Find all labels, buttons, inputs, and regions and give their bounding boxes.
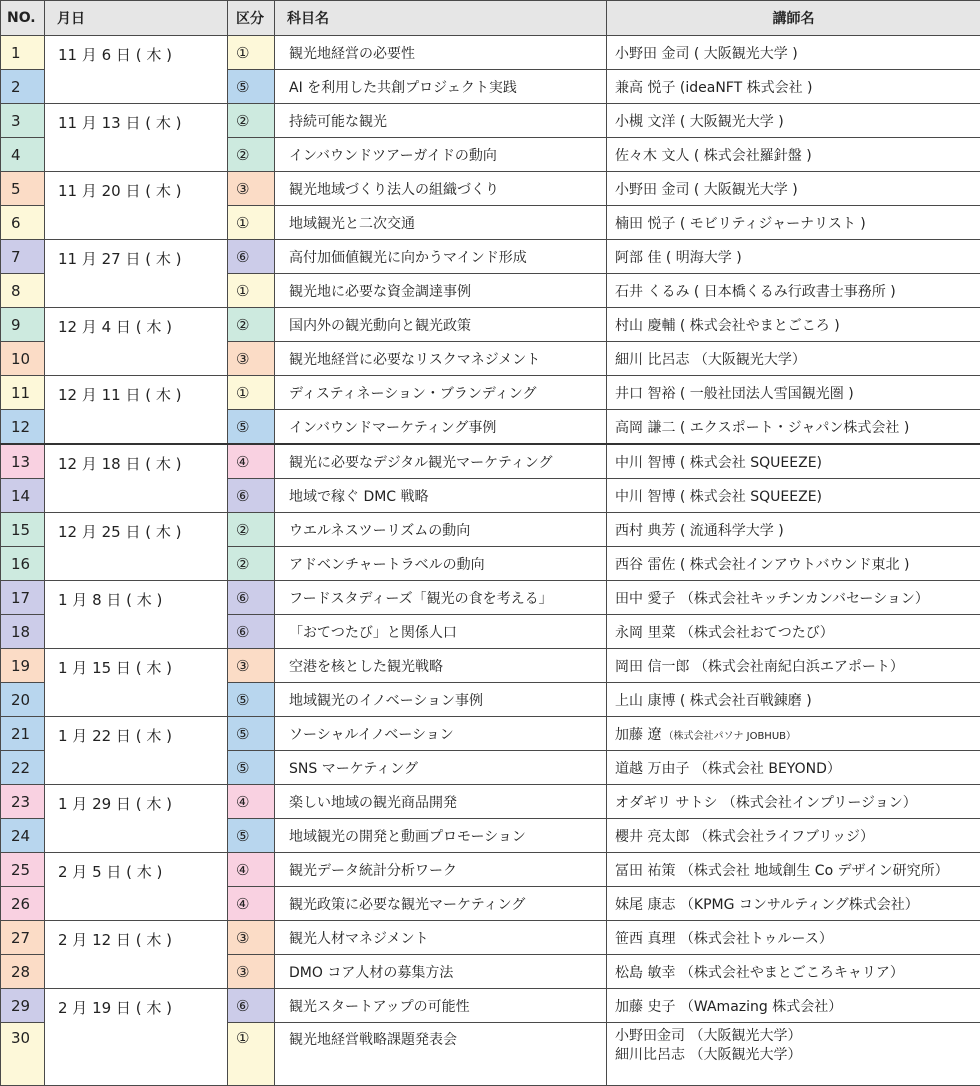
session-date: 1 月 15 日 ( 木 ) [45,649,228,717]
category-badge: ⑥ [228,615,275,649]
table-row [1,104,980,138]
subject-name: ディスティネーション・ブランディング [275,376,607,410]
category-badge: ② [228,138,275,172]
instructor-line: 小野田 金司 ( 大阪観光大学 ) [615,46,798,62]
table-row [1,581,980,615]
instructor-line: 高岡 謙二 ( エクスポート・ジャパン株式会社 ) [615,420,909,436]
category-badge: ② [228,547,275,581]
instructor-name [607,138,980,172]
row-number: 1 [1,36,45,70]
row-number: 21 [1,717,45,751]
header-no: NO. [1,1,45,36]
instructor-name [607,717,980,751]
instructor-name [607,649,980,683]
session-date: 1 月 8 日 ( 木 ) [45,581,228,649]
subject-name: 観光地域づくり法人の組織づくり [275,172,607,206]
row-number: 30 [1,1023,45,1086]
session-date: 2 月 19 日 ( 木 ) [45,989,228,1086]
row-number: 18 [1,615,45,649]
row-number: 7 [1,240,45,274]
instructor-line: 楠田 悦子 ( モビリティジャーナリスト ) [615,216,866,232]
instructor-name [607,410,980,445]
category-badge: ② [228,104,275,138]
subject-name: 観光政策に必要な観光マーケティング [275,887,607,921]
category-badge: ③ [228,649,275,683]
row-number: 20 [1,683,45,717]
table-row [1,36,980,70]
subject-name: ソーシャルイノベーション [275,717,607,751]
subject-name: 地域観光の開発と動画プロモーション [275,819,607,853]
session-date: 2 月 5 日 ( 木 ) [45,853,228,921]
table-row [1,989,980,1023]
instructor-name [607,274,980,308]
category-badge: ⑥ [228,989,275,1023]
category-badge: ① [228,376,275,410]
instructor-name [607,70,980,104]
table-row [1,717,980,751]
row-number: 15 [1,513,45,547]
instructor-line: 田中 愛子 （株式会社キッチンカンバセーション） [615,591,929,607]
row-number: 19 [1,649,45,683]
session-date: 11 月 27 日 ( 木 ) [45,240,228,308]
subject-name: AI を利用した共創プロジェクト実践 [275,70,607,104]
row-number: 3 [1,104,45,138]
subject-name: 地域観光のイノベーション事例 [275,683,607,717]
table-row [1,785,980,819]
row-number: 24 [1,819,45,853]
session-date: 12 月 11 日 ( 木 ) [45,376,228,445]
category-badge: ④ [228,887,275,921]
instructor-name [607,513,980,547]
session-date: 11 月 6 日 ( 木 ) [45,36,228,104]
instructor-line: 細川 比呂志 （大阪観光大学） [615,352,806,368]
session-date: 1 月 29 日 ( 木 ) [45,785,228,853]
instructor-name [607,785,980,819]
row-number: 2 [1,70,45,104]
table-row [1,513,980,547]
category-badge: ① [228,206,275,240]
session-date: 2 月 12 日 ( 木 ) [45,921,228,989]
instructor-line: 小野田 金司 ( 大阪観光大学 ) [615,182,798,198]
row-number: 27 [1,921,45,955]
instructor-line: 小野田金司 （大阪観光大学） [615,1027,980,1046]
instructor-line: 上山 康博 ( 株式会社百戦錬磨 ) [615,693,812,709]
subject-name: アドベンチャートラベルの動向 [275,547,607,581]
row-number: 23 [1,785,45,819]
subject-name: 観光スタートアップの可能性 [275,989,607,1023]
category-badge: ③ [228,172,275,206]
instructor-line: 岡田 信一郎 （株式会社南紀白浜エアポート） [615,659,904,675]
row-number: 28 [1,955,45,989]
session-date: 1 月 22 日 ( 木 ) [45,717,228,785]
instructor-name [607,751,980,785]
category-badge: ① [228,1023,275,1086]
header-row [1,1,980,36]
instructor-name [607,683,980,717]
category-badge: ④ [228,853,275,887]
subject-name: フードスタディーズ「観光の食を考える」 [275,581,607,615]
instructor-name [607,376,980,410]
category-badge: ① [228,36,275,70]
instructor-line: 加藤 遼 [615,727,661,743]
instructor-name [607,547,980,581]
session-date: 11 月 20 日 ( 木 ) [45,172,228,240]
subject-name: 空港を核とした観光戦略 [275,649,607,683]
instructor-line: 佐々木 文人 ( 株式会社羅針盤 ) [615,148,812,164]
row-number: 10 [1,342,45,376]
instructor-name [607,479,980,513]
subject-name: 観光地経営戦略課題発表会 [275,1023,607,1086]
subject-name: 楽しい地域の観光商品開発 [275,785,607,819]
instructor-name [607,581,980,615]
category-badge: ⑥ [228,581,275,615]
category-badge: ⑤ [228,410,275,445]
row-number: 17 [1,581,45,615]
subject-name: 地域観光と二次交通 [275,206,607,240]
category-badge: ③ [228,921,275,955]
subject-name: 観光データ統計分析ワーク [275,853,607,887]
instructor-name [607,308,980,342]
instructor-line: 中川 智博 ( 株式会社 SQUEEZE) [615,455,822,471]
instructor-line: 小槻 文洋 ( 大阪観光大学 ) [615,114,784,130]
row-number: 5 [1,172,45,206]
instructor-name [607,989,980,1023]
instructor-line: 冨田 祐策 （株式会社 地域創生 Co デザイン研究所） [615,863,949,879]
category-badge: ③ [228,342,275,376]
session-date: 12 月 25 日 ( 木 ) [45,513,228,581]
instructor-name [607,444,980,479]
row-number: 26 [1,887,45,921]
instructor-line: 村山 慶輔 ( 株式会社やまとごころ ) [615,318,840,334]
row-number: 4 [1,138,45,172]
table-row [1,240,980,274]
subject-name: 「おてつたび」と関係人口 [275,615,607,649]
row-number: 12 [1,410,45,445]
instructor-line: 櫻井 亮太郎 （株式会社ライフブリッジ） [615,829,874,845]
table-row [1,376,980,410]
instructor-line: オダギリ サトシ （株式会社インプリージョン） [615,795,917,811]
subject-name: DMO コア人材の募集方法 [275,955,607,989]
subject-name: 高付加価値観光に向かうマインド形成 [275,240,607,274]
category-badge: ⑤ [228,683,275,717]
row-number: 13 [1,444,45,479]
instructor-name [607,853,980,887]
header-date: 月日 [45,1,228,36]
table-body [1,36,980,1086]
instructor-name [607,1023,980,1086]
session-date: 11 月 13 日 ( 木 ) [45,104,228,172]
subject-name: 観光地経営の必要性 [275,36,607,70]
instructor-name [607,36,980,70]
subject-name: 観光人材マネジメント [275,921,607,955]
header-instructor: 講師名 [607,1,980,36]
row-number: 25 [1,853,45,887]
table-row [1,921,980,955]
category-badge: ⑥ [228,240,275,274]
category-badge: ③ [228,955,275,989]
subject-name: 地域で稼ぐ DMC 戦略 [275,479,607,513]
table-row [1,444,980,479]
row-number: 22 [1,751,45,785]
subject-name: 観光地経営に必要なリスクマネジメント [275,342,607,376]
subject-name: インバウンドツアーガイドの動向 [275,138,607,172]
instructor-line: 加藤 史子 （WAmazing 株式会社） [615,999,842,1015]
category-badge: ① [228,274,275,308]
instructor-line: 道越 万由子 （株式会社 BEYOND） [615,761,841,777]
instructor-line: 妹尾 康志 （KPMG コンサルティング株式会社） [615,897,919,913]
category-badge: ④ [228,785,275,819]
subject-name: ウエルネスツーリズムの動向 [275,513,607,547]
instructor-line: 西谷 雷佐 ( 株式会社インアウトバウンド東北 ) [615,557,909,573]
category-badge: ⑤ [228,751,275,785]
instructor-name [607,104,980,138]
category-badge: ⑥ [228,479,275,513]
session-date: 12 月 4 日 ( 木 ) [45,308,228,376]
row-number: 6 [1,206,45,240]
instructor-name [607,887,980,921]
row-number: 9 [1,308,45,342]
row-number: 11 [1,376,45,410]
instructor-name [607,172,980,206]
subject-name: 持続可能な観光 [275,104,607,138]
row-number: 8 [1,274,45,308]
row-number: 14 [1,479,45,513]
row-number: 16 [1,547,45,581]
instructor-line: 阿部 佳 ( 明海大学 ) [615,250,742,266]
instructor-line: 中川 智博 ( 株式会社 SQUEEZE) [615,489,822,505]
category-badge: ④ [228,444,275,479]
instructor-line: 兼高 悦子 (ideaNFT 株式会社 ) [615,80,813,96]
table-row [1,172,980,206]
subject-name: インバウンドマーケティング事例 [275,410,607,445]
instructor-line: 松島 敏幸 （株式会社やまとごころキャリア） [615,965,904,981]
instructor-line: 笹西 真理 （株式会社トゥルース） [615,931,833,947]
subject-name: 観光地に必要な資金調達事例 [275,274,607,308]
instructor-line: 永岡 里菜 （株式会社おてつたび） [615,625,834,641]
row-number: 29 [1,989,45,1023]
category-badge: ② [228,513,275,547]
category-badge: ⑤ [228,819,275,853]
instructor-name [607,955,980,989]
category-badge: ⑤ [228,70,275,104]
instructor-affiliation: （株式会社パソナ JOBHUB） [663,731,796,742]
instructor-name [607,206,980,240]
category-badge: ⑤ [228,717,275,751]
table-row [1,853,980,887]
header-subject: 科目名 [275,1,607,36]
subject-name: SNS マーケティング [275,751,607,785]
session-date: 12 月 18 日 ( 木 ) [45,444,228,513]
header-category: 区分 [228,1,275,36]
instructor-line: 井口 智裕 ( 一般社団法人雪国観光圏 ) [615,386,854,402]
subject-name: 観光に必要なデジタル観光マーケティング [275,444,607,479]
table-row [1,308,980,342]
instructor-name [607,921,980,955]
instructor-name [607,615,980,649]
instructor-name [607,342,980,376]
instructor-name [607,240,980,274]
category-badge: ② [228,308,275,342]
instructor-line: 西村 典芳 ( 流通科学大学 ) [615,523,784,539]
instructor-line: 細川比呂志 （大阪観光大学） [615,1046,980,1065]
instructor-line: 石井 くるみ ( 日本橋くるみ行政書士事務所 ) [615,284,896,300]
instructor-name [607,819,980,853]
table-row [1,649,980,683]
subject-name: 国内外の観光動向と観光政策 [275,308,607,342]
